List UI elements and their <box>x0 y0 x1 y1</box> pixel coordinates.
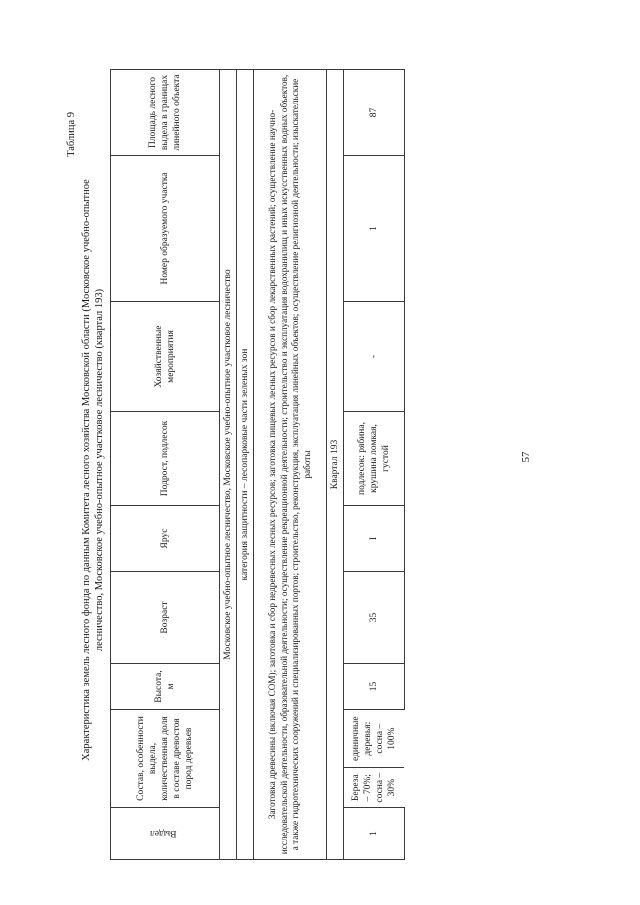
table-title <box>80 110 106 830</box>
forestry-band-row <box>220 70 237 860</box>
cell-tier: I <box>344 506 405 572</box>
cell-plot-number: 1 <box>344 156 405 302</box>
cell-height: 15 <box>344 664 405 710</box>
header-plot-number: Номер образуемого участка <box>111 156 220 302</box>
header-tier: Ярус <box>111 506 220 572</box>
composition-single-trees: единичные деревья: сосна – 100% <box>351 716 398 762</box>
usage-text: Заготовка древесины (включая СОМ); заготовка и сбор недревесных лесных ресурсов; заготовка пищевых лесных ресурсов и сбор лекарственных растений; осуществление научно-исследовательской деятельности, образовательной деятельности; осуществление рекреационной деятельности; строительство и эксплуатация водохранилищ и иных искусственных водных объектов, а также гидротехнических сооружений и специализированных портов; строительство, реконструкция, эксплуатация линейных объектов; осуществление религиозной деятельности; изыскательские работы <box>254 70 327 860</box>
header-height: Высота, м <box>111 664 220 710</box>
cell-undergrowth: подлесок: рябина, крушина ломкая, густой <box>344 412 405 506</box>
header-activities: Хозяйственные мероприятия <box>111 302 220 412</box>
cell-age: 35 <box>344 572 405 664</box>
cell-vydel: 1 <box>344 808 405 860</box>
forestry-band: Московское учебно-опытное лесничество, Московское учебно-опытное участковое лесничество <box>220 70 237 860</box>
forest-fund-table <box>110 69 405 860</box>
table-row <box>344 70 405 860</box>
header-row <box>111 70 220 860</box>
header-age: Возраст <box>111 572 220 664</box>
cell-activities: - <box>344 302 405 412</box>
header-undergrowth: Подрост, подлесок <box>111 412 220 506</box>
composition-main: Береза – 70%; сосна – 30% <box>344 768 404 807</box>
category-band-row <box>237 70 254 860</box>
header-vydel: Выдел <box>111 808 220 860</box>
cell-area: 87 <box>344 70 405 156</box>
page-number: 57 <box>520 451 532 463</box>
category-band: категория защитности – лесопарковые части зеленых зон <box>237 70 254 860</box>
title-line-1: Характеристика земель лесного фонда по данным Комитета лесного хозяйства Московской области (Московское учебно-опытное <box>81 179 92 761</box>
header-composition: Состав, особенности выдела, количественная доля в составе древостоя пород деревьев <box>111 710 220 808</box>
usage-row <box>254 70 327 860</box>
rotated-page <box>60 70 530 860</box>
header-area: Площадь лесного выдела в границах линейного объекта <box>111 70 220 156</box>
quarter-band: Квартал 193 <box>327 70 344 860</box>
cell-composition <box>344 710 405 808</box>
title-line-2: лесничество, Московское учебно-опытное участковое лесничество (квартал 193) <box>94 288 105 652</box>
quarter-band-row <box>327 70 344 860</box>
table-label: Таблица 9 <box>66 112 77 157</box>
